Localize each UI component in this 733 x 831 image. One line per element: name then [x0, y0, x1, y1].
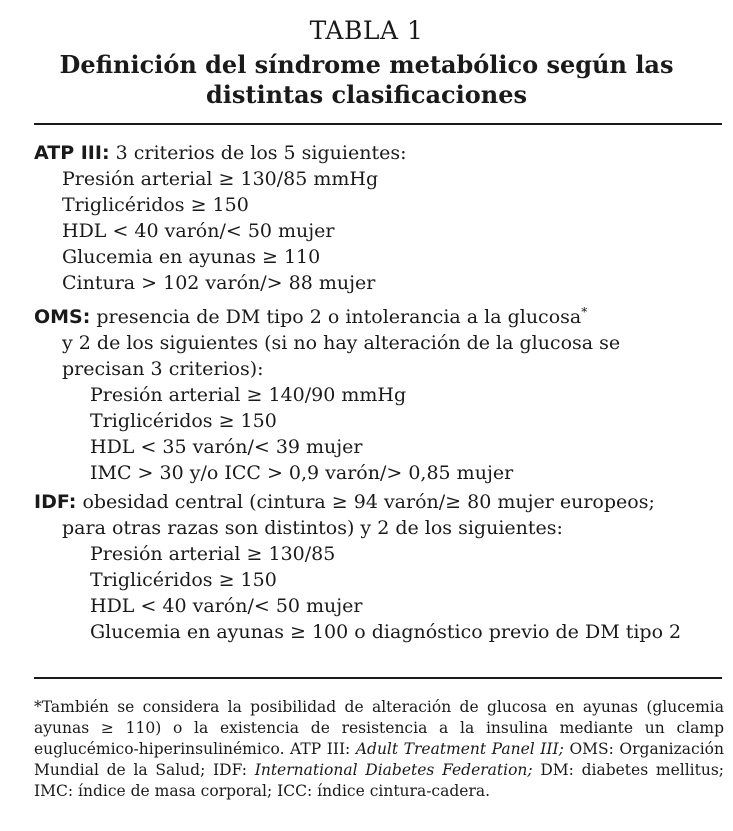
idf-criterion: Triglicéridos ≥ 150	[90, 569, 277, 591]
footnote-text: OMS: Organización Mundial de la Salud; IDF:	[34, 740, 724, 779]
oms-criterion: Presión arterial ≥ 140/90 mmHg	[90, 384, 407, 406]
atp-header	[34, 140, 724, 166]
idf-intro: obesidad central (cintura ≥ 94 varón/≥ 80 mujer europeos;	[82, 491, 655, 513]
footnote-text: DM: diabetes mellitus; IMC: índice de masa corporal; ICC: índice cintura-cadera.	[34, 761, 724, 800]
oms-intro-continued: y 2 de los siguientes (si no hay alteración de la glucosa se	[62, 332, 621, 354]
atp-criterion: Triglicéridos ≥ 150	[62, 194, 249, 216]
idf-criterion: HDL < 40 varón/< 50 mujer	[90, 595, 363, 617]
section-idf	[34, 489, 724, 645]
footnote-text: *También se considera la posibilidad de alteración de glucosa en ayunas (glucemia ayunas ≥ 110) o la existencia de resistencia a la insulina mediante un clamp euglucémico-hiperinsulinémico. ATP III:	[34, 698, 724, 758]
idf-criterion: Presión arterial ≥ 130/85	[90, 543, 336, 565]
idf-label: IDF:	[34, 491, 77, 513]
section-oms	[34, 299, 724, 486]
atp-criterion: Glucemia en ayunas ≥ 110	[62, 246, 321, 268]
atp-criterion: Presión arterial ≥ 130/85 mmHg	[62, 168, 379, 190]
idf-expansion: International Diabetes Federation;	[254, 761, 533, 779]
table-body	[34, 140, 724, 648]
idf-header	[34, 489, 724, 515]
atp-label: ATP III:	[34, 142, 110, 164]
oms-criterion: IMC > 30 y/o ICC > 0,9 varón/> 0,85 mujer	[90, 462, 514, 484]
atp-criterion: Cintura > 102 varón/> 88 mujer	[62, 272, 376, 294]
atp-expansion: Adult Treatment Panel III;	[355, 740, 564, 758]
top-rule	[34, 123, 722, 125]
oms-criterion: Triglicéridos ≥ 150	[90, 410, 277, 432]
oms-header	[34, 299, 724, 330]
atp-criterion: HDL < 40 varón/< 50 mujer	[62, 220, 335, 242]
oms-label: OMS:	[34, 306, 91, 328]
table-number: TABLA 1	[309, 16, 424, 45]
oms-criterion: HDL < 35 varón/< 39 mujer	[90, 436, 363, 458]
footnote-marker: *	[581, 305, 588, 319]
table-title: Definición del síndrome metabólico según las distintas clasificaciones	[59, 50, 674, 109]
footnote	[34, 697, 724, 802]
idf-intro-continued: para otras razas son distintos) y 2 de los siguientes:	[62, 517, 563, 539]
oms-intro-continued: precisan 3 criterios):	[62, 358, 264, 380]
idf-criterion: Glucemia en ayunas ≥ 100 o diagnóstico previo de DM tipo 2	[90, 621, 682, 643]
bottom-rule	[34, 677, 722, 679]
section-atp-iii	[34, 140, 724, 296]
atp-intro: 3 criterios de los 5 siguientes:	[115, 142, 407, 164]
oms-intro: presencia de DM tipo 2 o intolerancia a la glucosa	[96, 306, 582, 328]
